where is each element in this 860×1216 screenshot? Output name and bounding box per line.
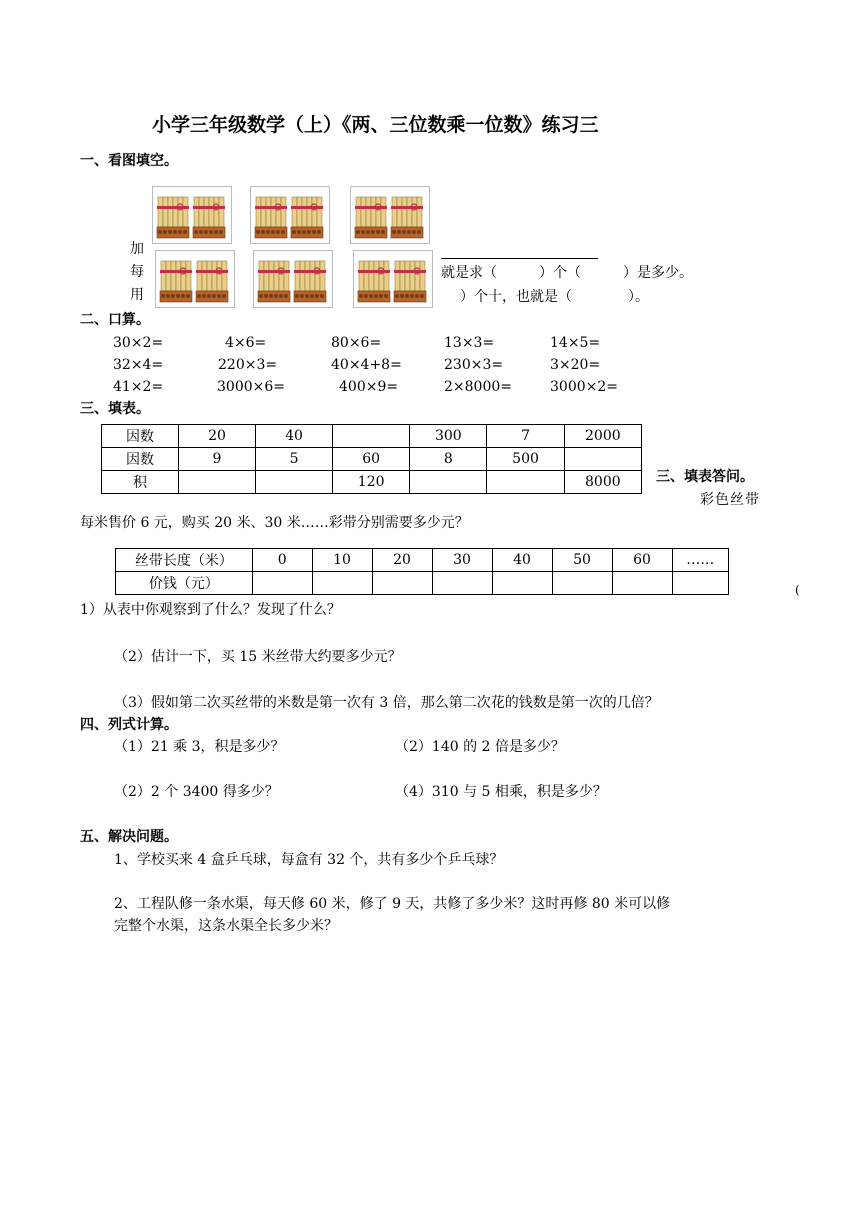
calc-item-2: （2）140 的 2 倍是多少？	[395, 739, 565, 755]
mental-math-item: 30×2=	[113, 335, 164, 351]
section-2-heading: 二、口算。	[80, 312, 150, 328]
mental-math-item: 3000×6=	[217, 379, 285, 395]
factor-table	[101, 424, 642, 494]
table-cell[interactable]	[372, 572, 432, 595]
row-header-cell: 价钱（元）	[116, 572, 253, 595]
ribbon-price-table	[115, 548, 729, 595]
fill-line-2: ）个十，也就是（ ）。	[460, 289, 649, 305]
table-cell: 20	[372, 549, 432, 572]
mental-math-item: 32×4=	[113, 357, 164, 373]
ribbon-label: 彩色丝带	[700, 492, 760, 508]
mental-math-item: 13×3=	[444, 335, 495, 351]
table-cell: 9	[178, 448, 255, 471]
mental-math-item: 3000×2=	[550, 379, 618, 395]
table-row	[116, 549, 729, 572]
table-cell: 40	[492, 549, 552, 572]
table-cell[interactable]	[492, 572, 552, 595]
calc-item-1: （1）21 乘 3，积是多少？	[114, 739, 285, 755]
table-row	[102, 471, 642, 494]
table-row	[102, 448, 642, 471]
cut-char-3: 用	[130, 287, 144, 303]
calc-item-4: （4）310 与 5 相乘，积是多少？	[395, 784, 607, 800]
page-title: 小学三年级数学（上）《两、三位数乘一位数》练习三	[152, 114, 599, 136]
table-cell: 50	[552, 549, 612, 572]
mental-math-item: 230×3=	[444, 357, 504, 373]
problem-2-line-2: 完整个水渠，这条水渠全长多少米？	[114, 918, 338, 934]
table-cell: 120	[333, 471, 410, 494]
table-cell[interactable]	[552, 572, 612, 595]
bundle-picture	[152, 186, 232, 244]
table-cell: 40	[256, 425, 333, 448]
question-1: 1）从表中你观察到了什么？发现了什么？	[80, 602, 341, 618]
bundle-picture	[253, 250, 333, 308]
bundle-picture	[350, 186, 430, 244]
bundle-picture	[250, 186, 330, 244]
mental-math-item: 80×6=	[331, 335, 382, 351]
problem-2-line-1: 2、工程队修一条水渠，每天修 60 米，修了 9 天，共修了多少米？这时再修 80 米可以修	[114, 896, 671, 912]
row-header-cell: 丝带长度（米）	[116, 549, 253, 572]
calc-item-3: （2）2 个 3400 得多少？	[114, 784, 279, 800]
mental-math-item: 400×9=	[339, 379, 399, 395]
table-cell[interactable]	[256, 471, 333, 494]
table-cell: 5	[256, 448, 333, 471]
fill-line-1: 就是求（ ）个（ ）是多少。	[441, 265, 693, 281]
table-row	[116, 572, 729, 595]
section-3b-heading: 三、填表答问。	[656, 469, 754, 485]
table-cell: 8000	[564, 471, 641, 494]
table-cell: 20	[178, 425, 255, 448]
section-4-heading: 四、列式计算。	[80, 717, 178, 733]
table-cell: ……	[672, 549, 728, 572]
question-2: （2）估计一下，买 15 米丝带大约要多少元？	[114, 649, 402, 665]
table-cell: 10	[312, 549, 372, 572]
table-cell[interactable]	[410, 471, 487, 494]
table-cell[interactable]	[333, 425, 410, 448]
table-cell[interactable]	[487, 471, 564, 494]
table-cell: 2000	[564, 425, 641, 448]
bundle-picture	[353, 250, 433, 308]
table-cell[interactable]	[432, 572, 492, 595]
mental-math-item: 41×2=	[113, 379, 164, 395]
mental-math-item: 14×5=	[550, 335, 601, 351]
table-cell[interactable]	[672, 572, 728, 595]
section-5-heading: 五、解决问题。	[80, 829, 178, 845]
bundle-picture	[155, 250, 235, 308]
cut-char-1: 加	[130, 241, 144, 257]
answer-line	[441, 258, 598, 259]
table-cell[interactable]	[252, 572, 312, 595]
mental-math-item: 2×8000=	[444, 379, 512, 395]
row-header-cell: 积	[102, 471, 179, 494]
table-cell: 300	[410, 425, 487, 448]
mental-math-item: 4×6=	[225, 335, 267, 351]
table-cell: 500	[487, 448, 564, 471]
section-3-heading: 三、填表。	[80, 401, 150, 417]
row-header-cell: 因数	[102, 425, 179, 448]
table-cell: 8	[410, 448, 487, 471]
table-cell: 7	[487, 425, 564, 448]
question-3: （3）假如第二次买丝带的米数是第一次有 3 倍，那么第二次花的钱数是第一次的几倍？	[114, 695, 659, 711]
cut-char-2: 每	[130, 264, 144, 280]
table-cell: 60	[333, 448, 410, 471]
table-cell[interactable]	[564, 448, 641, 471]
section-1-heading: 一、看图填空。	[80, 153, 178, 169]
table-cell[interactable]	[178, 471, 255, 494]
table-cell[interactable]	[312, 572, 372, 595]
mental-math-item: 220×3=	[218, 357, 278, 373]
table-cell: 0	[252, 549, 312, 572]
stray-paren: (	[795, 583, 800, 597]
mental-math-item: 3×20=	[550, 357, 601, 373]
table-cell[interactable]	[612, 572, 672, 595]
table-row	[102, 425, 642, 448]
table-cell: 60	[612, 549, 672, 572]
mental-math-item: 40×4+8=	[331, 357, 402, 373]
table-cell: 30	[432, 549, 492, 572]
ribbon-intro: 每米售价 6 元，购买 20 米、30 米……彩带分别需要多少元？	[80, 515, 469, 531]
problem-1: 1、学校买来 4 盒乒乓球，每盒有 32 个，共有多少个乒乓球？	[114, 852, 504, 868]
row-header-cell: 因数	[102, 448, 179, 471]
